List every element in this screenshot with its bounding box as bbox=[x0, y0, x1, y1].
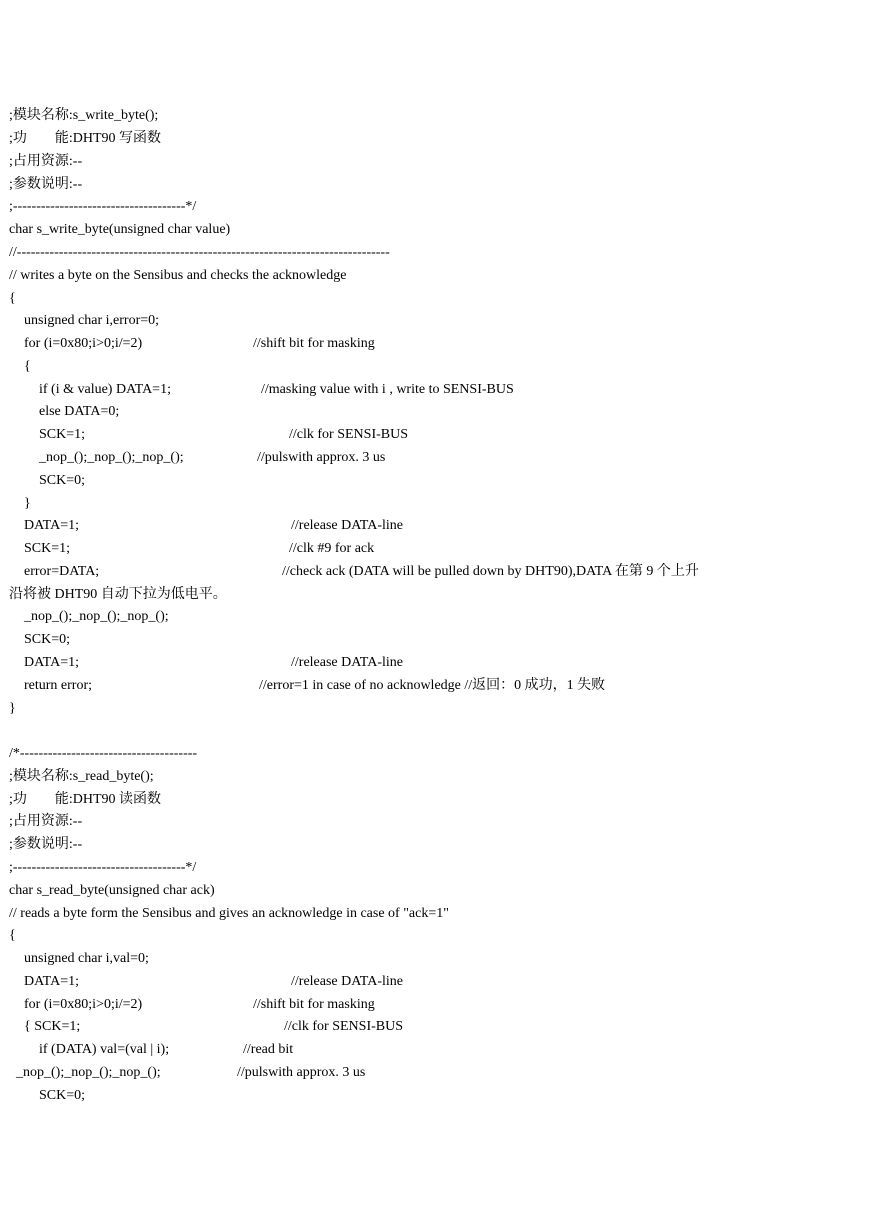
code-comment: //shift bit for masking bbox=[253, 997, 375, 1012]
code-line: SCK=1; bbox=[24, 541, 71, 556]
code-line: DATA=1; bbox=[24, 655, 79, 670]
code-line: ;-------------------------------------*/ bbox=[9, 199, 197, 214]
code-line: if (i & value) DATA=1; bbox=[39, 382, 171, 397]
code-line: return error; bbox=[24, 678, 93, 693]
code-line: // writes a byte on the Sensibus and checks the acknowledge bbox=[9, 268, 347, 283]
code-line: else DATA=0; bbox=[39, 404, 120, 419]
code-line: } bbox=[24, 496, 31, 511]
code-comment: //read bit bbox=[243, 1042, 294, 1057]
code-line: DATA=1; bbox=[24, 974, 79, 989]
code-comment: //error=1 in case of no acknowledge //返回：0 成功，1 失败 bbox=[259, 678, 606, 693]
code-line: _nop_();_nop_();_nop_(); bbox=[24, 609, 169, 624]
code-line: ;-------------------------------------*/ bbox=[9, 860, 197, 875]
code-line: ;参数说明:-- bbox=[9, 837, 83, 852]
code-line: DATA=1; bbox=[24, 518, 79, 533]
code-line: ;功 能:DHT90 读函数 bbox=[9, 792, 162, 807]
code-line: for (i=0x80;i>0;i/=2) bbox=[24, 336, 143, 351]
code-line: 沿将被 DHT90 自动下拉为低电平。 bbox=[9, 587, 227, 602]
code-comment: //masking value with i , write to SENSI-BUS bbox=[261, 382, 514, 397]
code-line: // reads a byte form the Sensibus and gives an acknowledge in case of "ack=1" bbox=[9, 906, 449, 921]
code-line: ;模块名称:s_read_byte(); bbox=[9, 769, 154, 784]
code-line: _nop_();_nop_();_nop_(); bbox=[39, 450, 184, 465]
code-line: /*-------------------------------------- bbox=[9, 746, 198, 761]
code-line: ;占用资源:-- bbox=[9, 814, 83, 829]
code-line: SCK=1; bbox=[39, 427, 86, 442]
code-line: ;参数说明:-- bbox=[9, 177, 83, 192]
code-line: error=DATA; bbox=[24, 564, 100, 579]
code-line: { bbox=[9, 291, 16, 306]
code-comment: //release DATA-line bbox=[291, 974, 403, 989]
code-line: char s_write_byte(unsigned char value) bbox=[9, 222, 231, 237]
code-line: ;功 能:DHT90 写函数 bbox=[9, 131, 162, 146]
code-comment: //pulswith approx. 3 us bbox=[257, 450, 386, 465]
code-line: _nop_();_nop_();_nop_(); bbox=[16, 1065, 161, 1080]
code-comment: //clk #9 for ack bbox=[289, 541, 375, 556]
code-comment: //clk for SENSI-BUS bbox=[284, 1019, 403, 1034]
code-line: unsigned char i,val=0; bbox=[24, 951, 149, 966]
code-line: { SCK=1; bbox=[24, 1019, 81, 1034]
code-comment: //pulswith approx. 3 us bbox=[237, 1065, 366, 1080]
code-line: for (i=0x80;i>0;i/=2) bbox=[24, 997, 143, 1012]
code-line: SCK=0; bbox=[39, 1088, 86, 1103]
code-line: { bbox=[9, 928, 16, 943]
code-line: unsigned char i,error=0; bbox=[24, 313, 160, 328]
code-comment: //release DATA-line bbox=[291, 518, 403, 533]
code-line: SCK=0; bbox=[24, 632, 71, 647]
code-comment: //release DATA-line bbox=[291, 655, 403, 670]
code-line: //-------------------------------------------------------------------------------- bbox=[9, 245, 390, 260]
code-line: ;占用资源:-- bbox=[9, 154, 83, 169]
code-line: char s_read_byte(unsigned char ack) bbox=[9, 883, 215, 898]
code-line: ;模块名称:s_write_byte(); bbox=[9, 108, 159, 123]
code-line: { bbox=[24, 359, 31, 374]
code-line: if (DATA) val=(val | i); bbox=[39, 1042, 170, 1057]
code-comment: //shift bit for masking bbox=[253, 336, 375, 351]
code-line: } bbox=[9, 701, 16, 716]
code-line: SCK=0; bbox=[39, 473, 86, 488]
code-comment: //clk for SENSI-BUS bbox=[289, 427, 408, 442]
code-comment: //check ack (DATA will be pulled down by DHT90),DATA 在第 9 个上升 bbox=[282, 564, 699, 579]
